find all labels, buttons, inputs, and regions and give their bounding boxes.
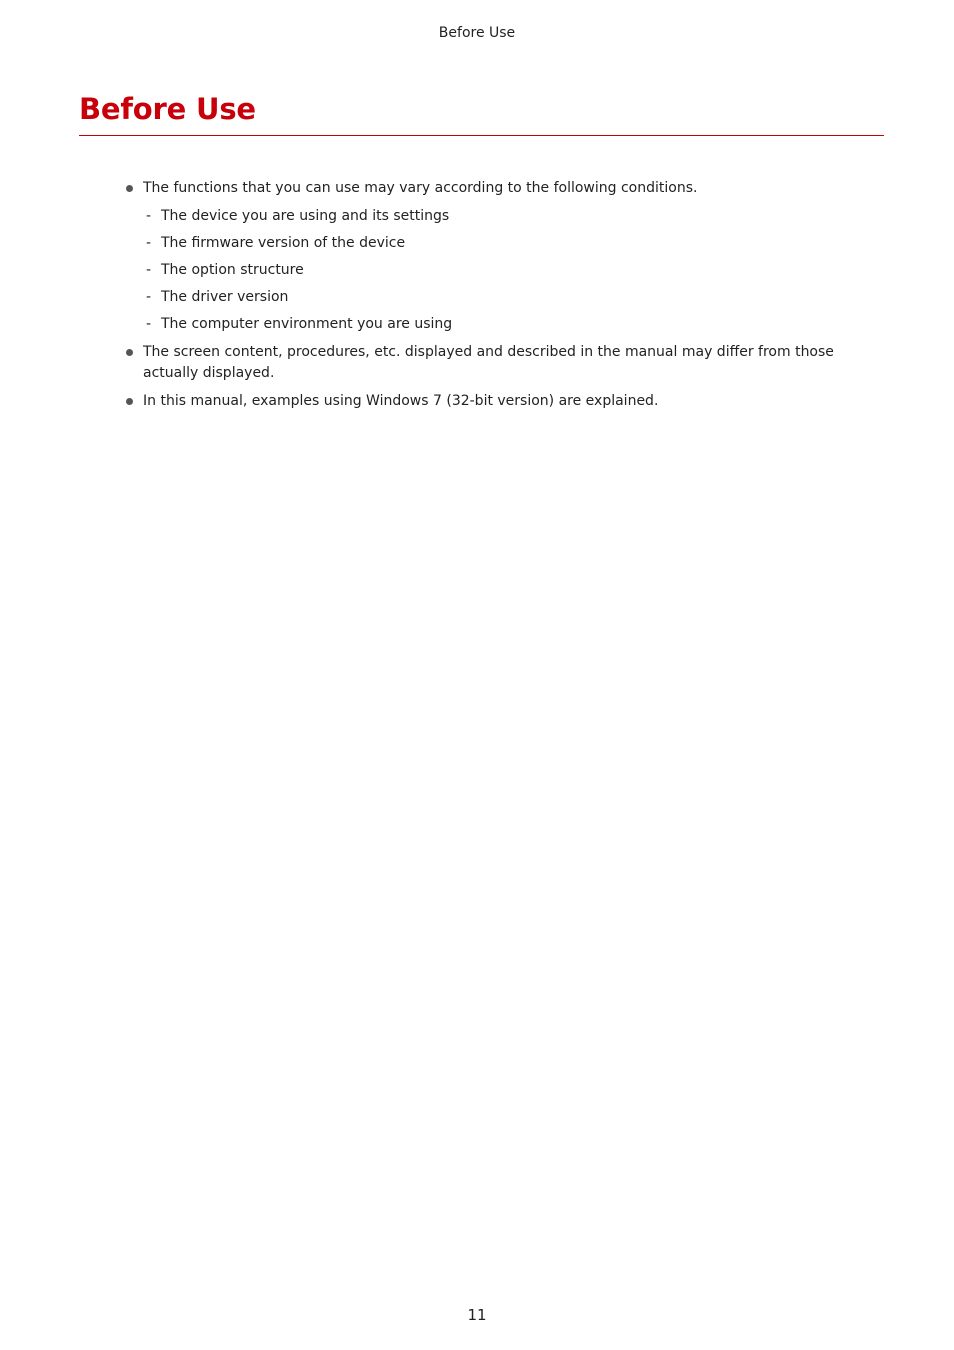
bullet-icon [126, 185, 133, 192]
list-item [125, 178, 870, 335]
bullet-icon [126, 398, 133, 405]
sub-list-item [143, 314, 870, 335]
running-header: Before Use [438, 25, 516, 41]
bullet-icon [126, 349, 133, 356]
sub-list-item [143, 206, 870, 227]
sub-list-item [143, 233, 870, 254]
dash-icon: - [146, 289, 152, 305]
sub-list-item-text: The computer environment you are using [161, 316, 453, 332]
sub-list-item [143, 287, 870, 308]
sub-list-item [143, 260, 870, 281]
content-list [125, 178, 870, 419]
sub-list-item-text: The driver version [161, 289, 289, 305]
sub-list-item-text: The device you are using and its settings [161, 208, 450, 224]
dash-icon: - [146, 208, 152, 224]
sub-list-item-text: The firmware version of the device [161, 235, 406, 251]
list-item [125, 342, 870, 384]
list-item [125, 391, 870, 412]
page-number: 11 [467, 1306, 487, 1324]
dash-icon: - [146, 262, 152, 278]
list-item-text: In this manual, examples using Windows 7 (32-bit version) are explained. [143, 393, 659, 409]
page-title: Before Use [79, 92, 256, 126]
sub-list [143, 206, 870, 335]
list-item-text: The functions that you can use may vary according to the following conditions. [143, 180, 698, 196]
dash-icon: - [146, 235, 152, 251]
list-item-text: The screen content, procedures, etc. displayed and described in the manual may differ from those actually displayed. [143, 344, 834, 381]
title-divider [79, 135, 884, 136]
dash-icon: - [146, 316, 152, 332]
sub-list-item-text: The option structure [161, 262, 304, 278]
